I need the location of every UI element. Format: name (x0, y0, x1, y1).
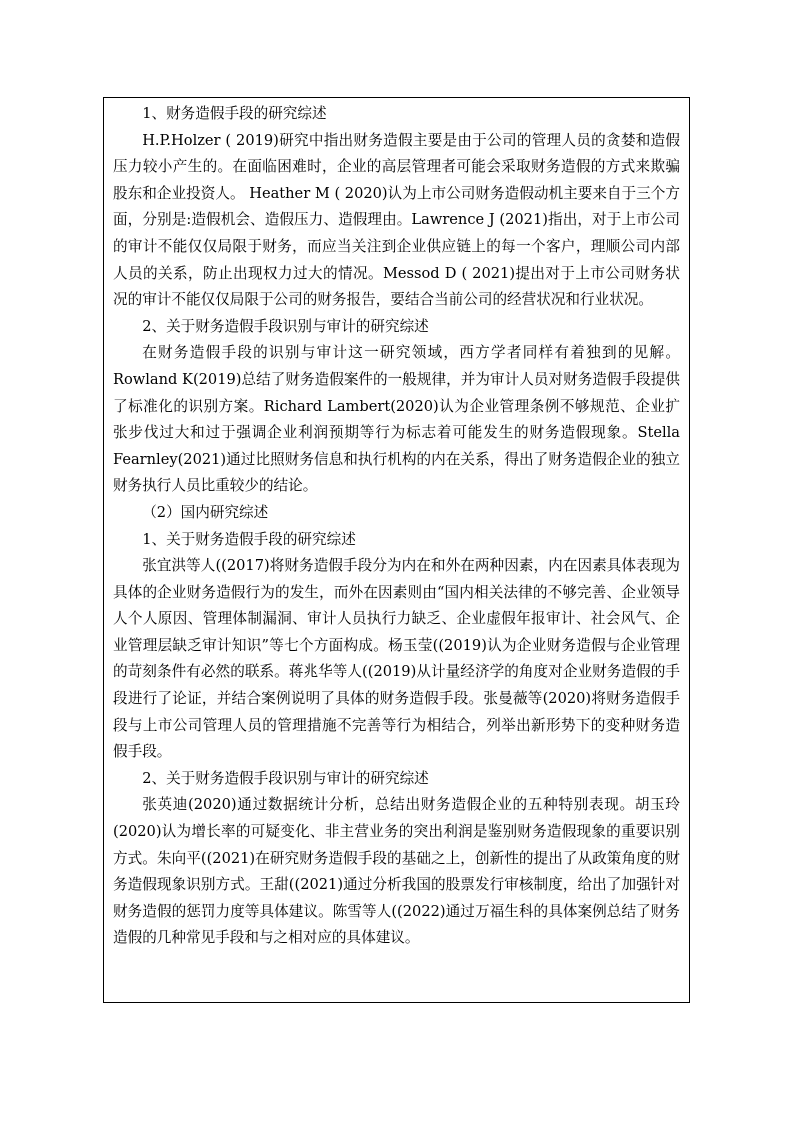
section-heading-foreign-identification-audit: 2、关于财务造假手段识别与审计的研究综述 (142, 317, 429, 335)
paragraph-foreign-fraud-methods: H.P.Holzer ( 2019)研究中指出财务造假主要是由于公司的管理人员的贪婪和造假压力较小产生的。在面临困难时，企业的高层管理者可能会采取财务造假的方式来欺骗股东和企业投资人。 Heather M ( 2020)认为上市公司财务造假动机主要来自于三个方面，分别是:造假机会、造假压力、造假理由。Lawrence J (2021)指出，对于上市公司的审计不能仅仅局限于财务，而应当关注到企业供应链上的每一个客户，理顺公司内部人员的关系，防止出现权力过大的情况。Messod D ( 2021)提出对于上市公司财务状况的审计不能仅仅局限于公司的财务报告，要结合当前公司的经营状况和行业状况。 (113, 131, 680, 309)
section-heading-domestic-fraud-methods: 1、关于财务造假手段的研究综述 (142, 530, 356, 548)
section-heading-domestic-identification-audit: 2、关于财务造假手段识别与审计的研究综述 (142, 769, 429, 787)
text-box-frame (103, 97, 690, 1003)
section-heading-domestic-review: （2）国内研究综述 (142, 503, 269, 521)
paragraph-foreign-identification-audit: 在财务造假手段的识别与审计这一研究领域，西方学者同样有着独到的见解。Rowland K(2019)总结了财务造假案件的一般规律，并为审计人员对财务造假手段提供了标准化的识别方案。Richard Lambert(2020)认为企业管理条例不够规范、企业扩张步伐过大和过于强调企业利润预期等行为标志着可能发生的财务造假现象。Stella Fearnley(2021)通过比照财务信息和执行机构的内在关系，得出了财务造假企业的独立财务执行人员比重较少的结论。 (113, 344, 680, 495)
paragraph-domestic-fraud-methods: 张宜洪等人((2017)将财务造假手段分为内在和外在两种因素，内在因素具体表现为具体的企业财务造假行为的发生，而外在因素则由“国内相关法律的不够完善、企业领导人个人原因、管理体制漏洞、审计人员执行力缺乏、企业虚假年报审计、社会风气、企业管理层缺乏审计知识”等七个方面构成。杨玉莹((2019)认为企业财务造假与企业管理的苛刻条件有必然的联系。蒋兆华等人((2019)从计量经济学的角度对企业财务造假的手段进行了论证，并结合案例说明了具体的财务造假手段。张曼薇等(2020)将财务造假手段与上市公司管理人员的管理措施不完善等行为相结合，列举出新形势下的变种财务造假手段。 (113, 557, 680, 761)
section-heading-foreign-fraud-methods: 1、财务造假手段的研究综述 (142, 105, 327, 122)
literature-review-body (113, 101, 680, 952)
paragraph-domestic-identification-audit: 张英迪(2020)通过数据统计分析，总结出财务造假企业的五种特别表现。胡玉玲(2020)认为增长率的可疑变化、非主营业务的突出利润是鉴别财务造假现象的重要识别方式。朱向平((2021)在研究财务造假手段的基础之上，创新性的提出了从政策角度的财务造假现象识别方式。王甜((2021)通过分析我国的股票发行审核制度，给出了加强针对财务造假的惩罚力度等具体建议。陈雪等人((2022)通过万福生科的具体案例总结了财务造假的几种常见手段和与之相对应的具体建议。 (113, 796, 680, 947)
